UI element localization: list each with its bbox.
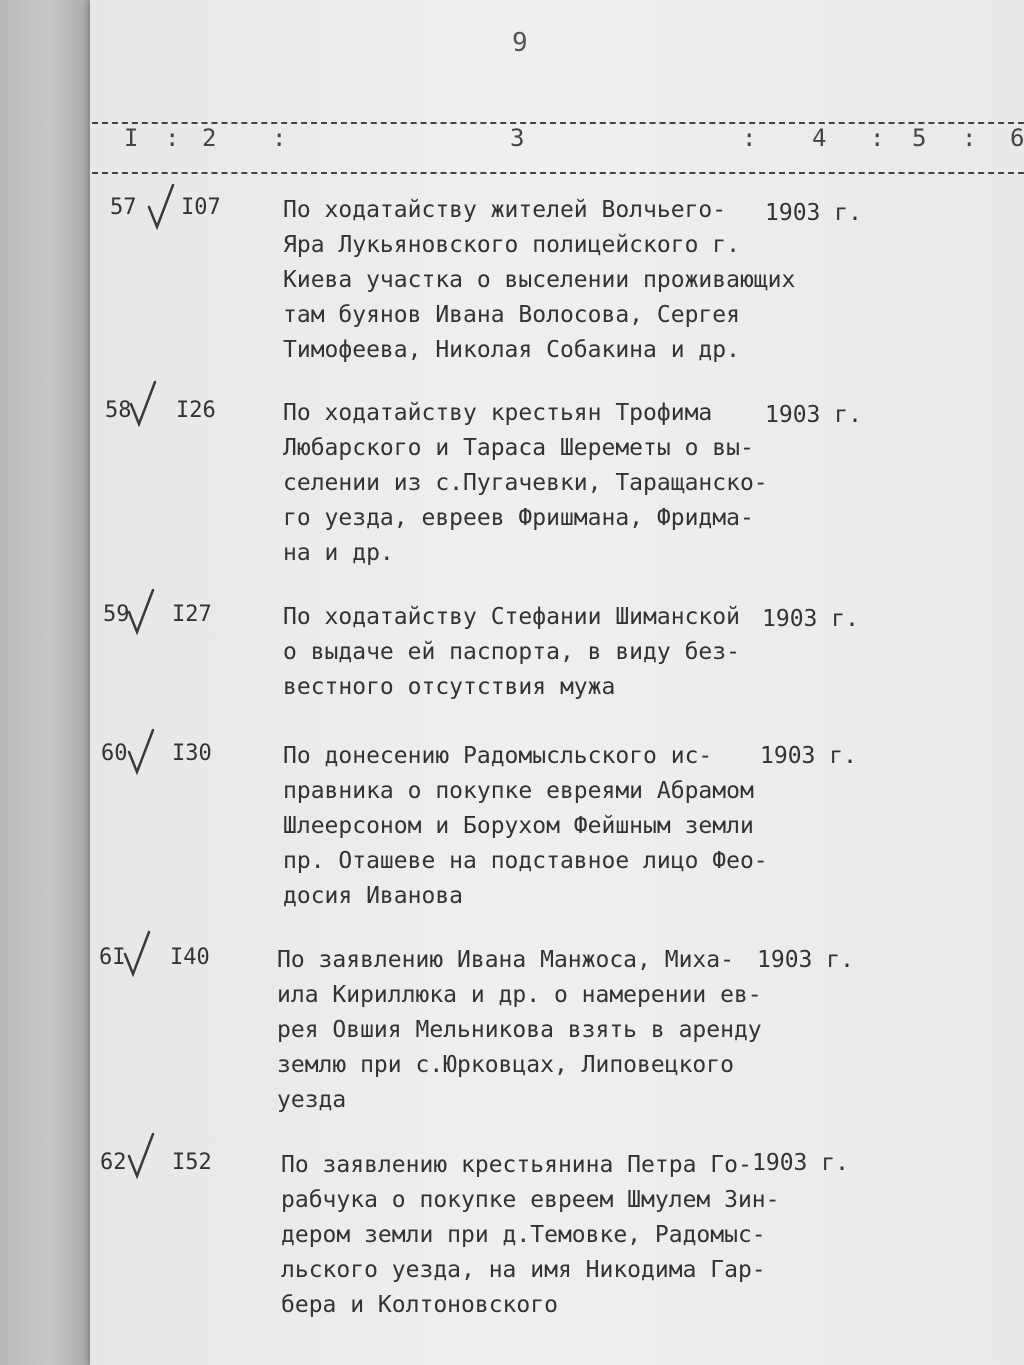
- checkmark-icon: [146, 183, 176, 231]
- entry-description: [281, 1148, 780, 1323]
- description-line: ила Кириллюка и др. о намерении ев-: [277, 982, 762, 1008]
- document-number: I26: [176, 398, 216, 423]
- description-line: Шлеерсоном и Борухом Фейшным земли: [283, 813, 754, 839]
- table-header-bottom-rule: [92, 172, 1024, 174]
- column-header-1: I: [124, 124, 139, 152]
- column-separator: :: [870, 124, 885, 152]
- description-line: бера и Колтоновского: [281, 1292, 558, 1318]
- entry-year: 1903 г.: [765, 200, 862, 226]
- description-line: на и др.: [283, 540, 394, 566]
- document-number: I27: [172, 602, 212, 627]
- description-line: дером земли при д.Темовке, Радомыс-: [281, 1222, 766, 1248]
- column-header-5: 5: [912, 124, 927, 152]
- checkmark-icon: [126, 728, 156, 776]
- document-number: I07: [181, 195, 221, 220]
- description-line: землю при с.Юрковцах, Липовецкого: [277, 1052, 734, 1078]
- column-header-6: 6: [1010, 124, 1024, 152]
- description-line: По ходатайству крестьян Трофима: [283, 400, 713, 426]
- description-line: уезда: [277, 1087, 347, 1113]
- description-line: селении из с.Пугачевки, Таращанско-: [283, 470, 768, 496]
- entry-year: 1903 г.: [752, 1150, 849, 1176]
- description-line: рея Овшия Мельникова взять в аренду: [277, 1017, 762, 1043]
- description-line: досия Иванова: [283, 883, 464, 909]
- column-separator: :: [962, 124, 977, 152]
- description-line: правника о покупке евреями Абрамом: [283, 778, 754, 804]
- description-line: По ходатайству жителей Волчьего-: [283, 197, 727, 223]
- entry-number: 58: [105, 398, 132, 423]
- description-line: По заявлению крестьянина Петра Го-: [281, 1152, 752, 1178]
- document-number: I30: [172, 741, 212, 766]
- entry-year: 1903 г.: [757, 947, 854, 973]
- entry-description: [283, 739, 768, 914]
- entry-number: 62: [100, 1150, 127, 1175]
- column-separator: :: [272, 124, 287, 152]
- document-number: I52: [172, 1150, 212, 1175]
- entry-description: [283, 396, 768, 571]
- column-header-4: 4: [812, 124, 827, 152]
- entry-number: 59: [103, 602, 130, 627]
- entry-number: 6I: [99, 945, 126, 970]
- checkmark-icon: [128, 380, 158, 428]
- column-separator: :: [742, 124, 757, 152]
- entry-year: 1903 г.: [765, 402, 862, 428]
- description-line: По донесению Радомысльского ис-: [283, 743, 713, 769]
- description-line: рабчука о покупке евреем Шмулем Зин-: [281, 1187, 780, 1213]
- checkmark-icon: [126, 588, 156, 636]
- entry-year: 1903 г.: [760, 743, 857, 769]
- description-line: Тимофеева, Николая Собакина и др.: [283, 337, 740, 363]
- column-header-2: 2: [202, 124, 217, 152]
- checkmark-icon: [122, 930, 152, 978]
- description-line: По заявлению Ивана Манжоса, Миха-: [277, 947, 734, 973]
- description-line: Киева участка о выселении проживающих: [283, 267, 796, 293]
- description-line: льского уезда, на имя Никодима Гар-: [281, 1257, 766, 1283]
- description-line: Яра Лукьяновского полицейского г.: [283, 232, 740, 258]
- entry-year: 1903 г.: [762, 606, 859, 632]
- entry-description: [277, 943, 762, 1118]
- entry-description: [283, 600, 740, 705]
- description-line: го уезда, евреев Фришмана, Фридма-: [283, 505, 754, 531]
- description-line: пр. Оташеве на подставное лицо Фео-: [283, 848, 768, 874]
- checkmark-icon: [126, 1132, 156, 1180]
- entry-number: 60: [101, 741, 128, 766]
- entry-number: 57: [110, 195, 137, 220]
- description-line: вестного отсутствия мужа: [283, 674, 616, 700]
- page-number: 9: [512, 28, 529, 58]
- description-line: там буянов Ивана Волосова, Сергея: [283, 302, 740, 328]
- column-header-3: 3: [510, 124, 525, 152]
- description-line: Любарского и Тараса Шереметы о вы-: [283, 435, 754, 461]
- column-separator: :: [165, 124, 180, 152]
- document-number: I40: [170, 945, 210, 970]
- entry-description: [283, 193, 795, 368]
- description-line: По ходатайству Стефании Шиманской: [283, 604, 740, 630]
- adjacent-page-edge: [0, 0, 90, 1365]
- description-line: о выдаче ей паспорта, в виду без-: [283, 639, 740, 665]
